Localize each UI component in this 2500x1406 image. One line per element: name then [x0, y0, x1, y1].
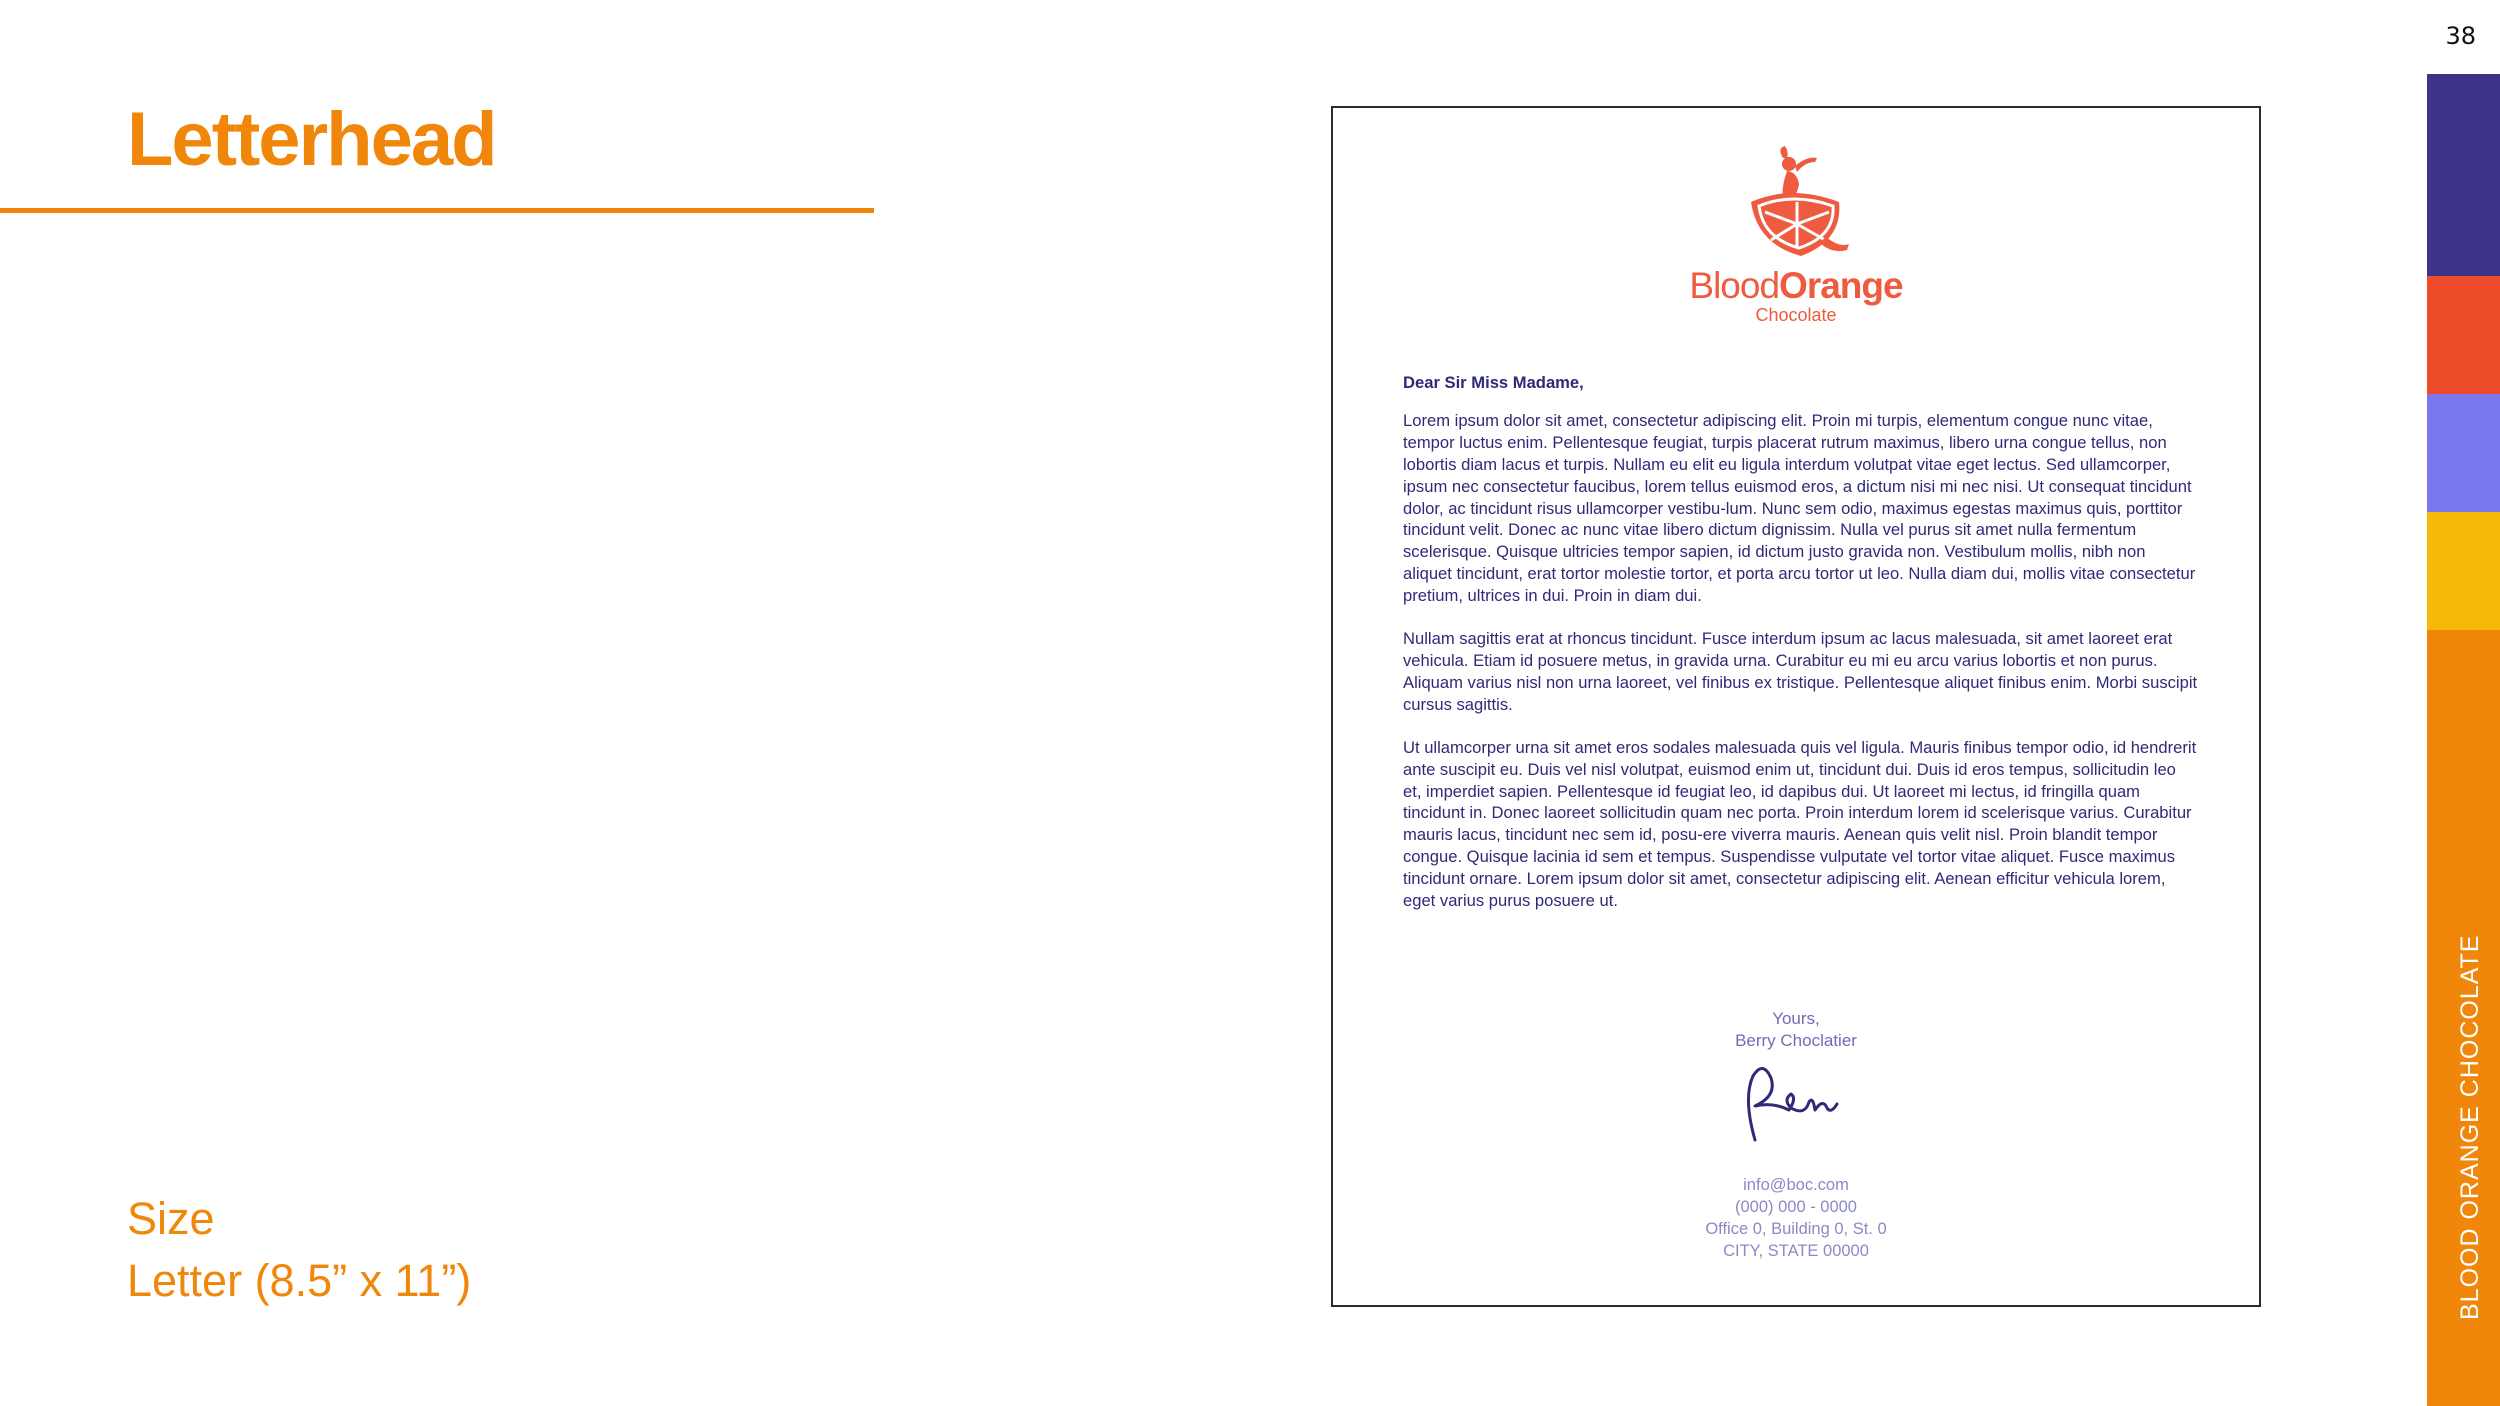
title-underline [0, 208, 874, 213]
letter-signer: Berry Choclatier [1735, 1031, 1857, 1050]
logo-word-orange: Orange [1779, 265, 1903, 306]
signature-icon [1733, 1058, 1863, 1148]
color-swatch-yellow [2427, 512, 2500, 630]
color-swatch-navy [2427, 74, 2500, 276]
page-title: Letterhead [127, 97, 496, 182]
side-brand-label: BLOOD ORANGE CHOCOLATE [2456, 934, 2484, 1320]
logo-word-blood: Blood [1689, 265, 1780, 306]
brand-logo [1333, 144, 2259, 324]
letterhead-preview [1331, 106, 2261, 1307]
size-value: Letter (8.5” x 11”) [127, 1255, 472, 1306]
contact-phone: (000) 000 - 0000 [1734, 1198, 1857, 1216]
color-swatch-red [2427, 276, 2500, 394]
letter-contact [1333, 1174, 2259, 1262]
letter-body [1403, 372, 2198, 933]
letter-closing: Yours, [1772, 1009, 1820, 1028]
size-spec [127, 1188, 471, 1312]
contact-email: info@boc.com [1743, 1176, 1849, 1194]
color-swatch-periwinkle [2427, 394, 2500, 512]
page-number: 38 [2445, 22, 2476, 50]
letter-paragraph: Ut ullamcorper urna sit amet eros sodales malesuada quis vel ligula. Mauris finibus tempor odio, id hendrerit ante suscipit eu. Duis vel nisl volutpat, euismod enim ut, tincidunt dui. Duis id eros tempus, sollicitudin leo et, imperdiet sapien. Pellentesque id feugiat leo, id dapibus dui. Ut laoreet mi lectus, id fringilla quam tincidunt in. Donec laoreet sollicitudin quam nec porta. Proin interdum lorem id scelerisque varius. Curabitur mauris lacus, tincidunt nec sem id, posu-ere viverra mauris. Aenean quis velit nisl. Proin blandit tempor congue. Quisque lacinia id sem et tempus. Suspendisse vulputate vel tortor vitae aliquet. Fusce maximus tincidunt ornare. Lorem ipsum dolor sit amet, consectetur adipiscing elit. Aenean efficitur vehicula lorem, eget varius purus posuere ut. [1403, 737, 2197, 911]
letter-paragraph: Nullam sagittis erat at rhoncus tincidunt. Fusce interdum ipsum ac lacus malesuada, sit amet laoreet erat vehicula. Etiam id posuere metus, in gravida urna. Curabitur eu mi eu arcu varius lobortis et non purus. Aliquam varius nisl non urna laoreet, vel finibus ex tristique. Pellentesque aliquet finibus enim. Morbi suscipit cursus sagittis. [1403, 629, 2198, 714]
logo-wordmark [1333, 266, 2259, 306]
letter-signoff [1333, 1008, 2259, 1052]
contact-city: CITY, STATE 00000 [1723, 1242, 1869, 1260]
letter-paragraph: Lorem ipsum dolor sit amet, consectetur adipiscing elit. Proin mi turpis, elementum congue nunc vitae, tempor luctus enim. Pellentesque feugiat, turpis placerat rutrum maximus, libero urna congue tellus, non lobortis diam lacus et turpis. Nullam eu elit eu ligula interdum volutpat vitae eget lectus. Sed ullamcorper, ipsum nec consectetur faucibus, lorem tellus euismod eros, a dictum nisi mi nec nisi. Ut consequat tincidunt dolor, ac tincidunt risus ullamcorper vestibu-lum. Nunc sem odio, maximus egestas maximus quis, porttitor tincidunt velit. Donec ac nunc vitae libero dictum dignissim. Nulla vel purus sit amet nulla fermentum scelerisque. Quisque ultricies tempor sapien, id dictum justo gravida non. Vestibulum mollis, nibh non aliquet tincidunt, erat tortor molestie tortor, et porta arcu tortor ut leo. Nulla diam dui, mollis vitae consectetur pretium, ultrices in dui. Proin in diam dui. [1403, 410, 2196, 606]
dancer-orange-slice-icon [1731, 144, 1861, 264]
logo-subtitle: Chocolate [1755, 305, 1837, 325]
letter-salutation: Dear Sir Miss Madame, [1403, 373, 1584, 392]
contact-address: Office 0, Building 0, St. 0 [1705, 1220, 1887, 1238]
size-label: Size [127, 1193, 215, 1244]
